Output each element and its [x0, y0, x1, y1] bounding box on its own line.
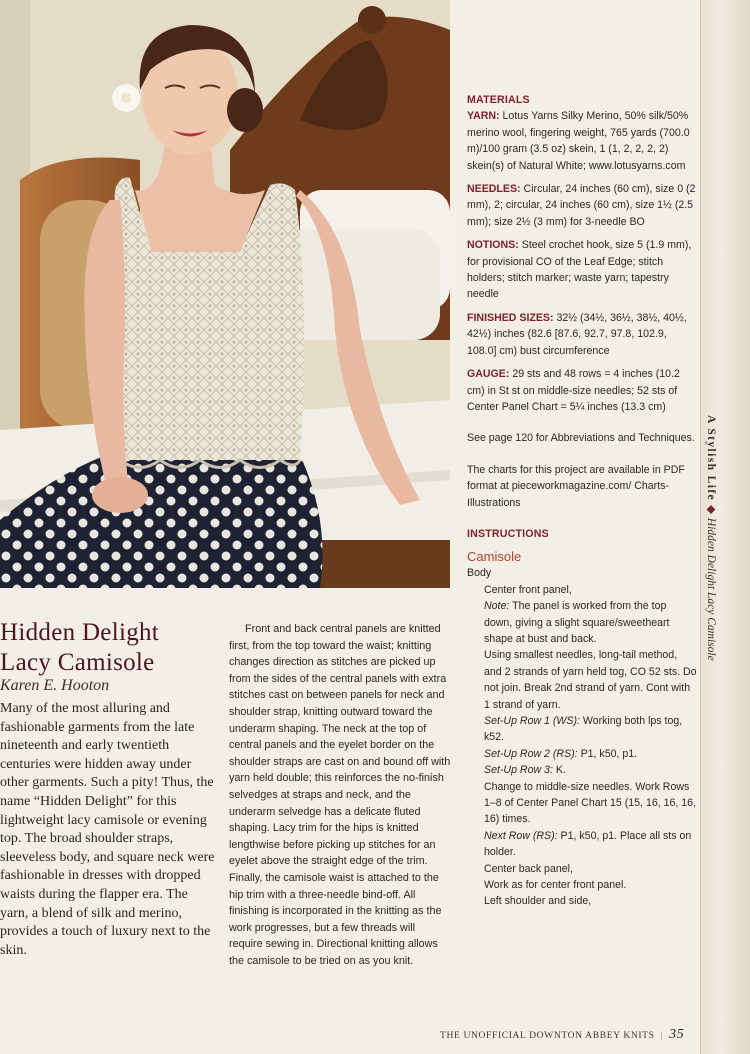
title-line-2: Lacy Camisole [0, 649, 155, 676]
camisole-subheading: Camisole [467, 549, 522, 565]
center-front-label: Center front panel, [484, 583, 572, 596]
yarn-text: Lotus Yarns Silky Merino, 50% silk/50% merino wool, fingering weight, 765 yards (700.0 m)/100 gram (3.5 oz) skein, 1 (1, 2, 2, 2, 2) skein(s) of Natural White; www.lotusyarns.com [467, 110, 690, 172]
chart-paragraph: Change to middle-size needles. Work Rows 1–8 of Center Panel Chart 15 (15, 16, 16, 16, 16) times. [484, 780, 697, 826]
next-row-label: Next Row (RS): [484, 829, 558, 842]
setup-row-3 [467, 762, 697, 778]
article-title [0, 618, 215, 678]
body-label: Body [467, 567, 492, 580]
note-text: The panel is worked from the top down, giving a slight square/sweetheart shape at bust and back. [484, 600, 670, 645]
setup-row-2 [467, 746, 697, 762]
project-name-vertical: Hidden Delight Lacy Camisole [705, 517, 717, 661]
gauge-label: GAUGE: [467, 368, 510, 381]
materials-heading: MATERIALS [467, 94, 530, 106]
page-number: 35 [669, 1027, 685, 1042]
next-row-text: P1, k50, p1. Place all sts on holder. [484, 829, 692, 859]
note-label: Note: [484, 600, 510, 613]
publication-name: THE UNOFFICIAL DOWNTON ABBEY KNITS [440, 1030, 655, 1041]
footer-divider: | [660, 1030, 664, 1041]
section-name: A Stylish Life [705, 415, 717, 502]
setup-row-1-text: Working both lps tog, k52. [484, 715, 683, 744]
diamond-icon: ◆ [705, 505, 717, 514]
page-footer [440, 1027, 685, 1043]
photo-illustration [0, 0, 450, 588]
needles-entry [467, 181, 697, 230]
yarn-label: YARN: [467, 110, 500, 123]
model-photo [0, 0, 450, 588]
sizes-entry [467, 310, 697, 359]
setup-row-3-text: K. [555, 764, 566, 777]
intro-text: Many of the most alluring and fashionable garments from the late nineteenth and early twentieth centuries were hidden away under other garments. Such a pity! Thus, the name “Hidden Delight” for this lightweight lacy camisole or evening top. The broad shoulder straps, sleeveless body, and square neck were fashionable in dresses with dropped waists during the flapper era. The yarn, a blend of silk and merino, provides a touch of luxury next to the skin. [0, 701, 215, 958]
sizes-label: FINISHED SIZES: [467, 311, 554, 324]
setup-row-2-label: Set-Up Row 2 (RS): [484, 747, 578, 760]
setup-row-2-text: P1, k50, p1. [580, 747, 638, 760]
gauge-entry [467, 366, 697, 415]
materials-column [467, 92, 697, 910]
setup-row-1 [467, 713, 697, 746]
needles-label: NEEDLES: [467, 183, 521, 196]
title-line-1: Hidden Delight [0, 619, 160, 646]
notions-entry [467, 237, 697, 303]
setup-row-1-label: Set-Up Row 1 (WS): [484, 715, 580, 727]
body-paragraph: Front and back central panels are knitted first, from the top toward the waist; knitting changes direction as stitches are picked up from the sides of the central panels with extra stitches cast on between panels for neck and shoulder strap, knitting outward toward the underarm shaping. The neck at the top of central panels and the eyelet border on the shoulder straps are cast on and bound off with yarn held double; this reinforces the no-finish selvedges at straps and neck, and the underarm selvedge has a delicate fluted shaping. Lacy trim for the hips is knitted lengthwise before picking up stitches for an eyelet above the straight edge of the trim. Finally, the camisole waist is attached to the hip trim with a three-needle bind-off. All finishing is incorporated in the knitting as the work progresses, but a few threads will require sewing in. Directional knitting allows the camisole to be tried on as you knit. [229, 623, 451, 967]
body-column [229, 621, 451, 969]
notions-label: NOTIONS: [467, 239, 519, 252]
left-shoulder-label: Left shoulder and side, [484, 895, 592, 908]
note-paragraph [467, 598, 697, 647]
cast-on-paragraph: Using smallest needles, long-tail method, and 2 strands of yarn held tog, CO 52 sts. Do not join. Break 2nd strand of yarn. Cont with 1 strand of yarn. [484, 649, 697, 711]
author-byline: Karen E. Hooton [0, 677, 110, 694]
instructions-heading: INSTRUCTIONS [467, 527, 549, 540]
intro-paragraph [0, 700, 215, 960]
center-back-label: Center back panel, [484, 862, 573, 875]
work-as-text: Work as for center front panel. [484, 879, 627, 892]
needles-text: Circular, 24 inches (60 cm), size 0 (2 mm), 2; circular, 24 inches (60 cm), size 1½ (2.5 mm); size 2½ (3 mm) for 3-needle BO [467, 183, 696, 228]
setup-row-3-label: Set-Up Row 3: [484, 764, 553, 777]
gauge-text: 29 sts and 48 rows = 4 inches (10.2 cm) in St st on middle-size needles; 52 sts of Center Panel Chart = 5¼ inches (13.3 cm) [467, 368, 680, 413]
charts-note: The charts for this project are available in PDF format at pieceworkmagazine.com/ Charts-Illustrations [467, 463, 685, 509]
section-side-label [707, 415, 727, 685]
yarn-entry [467, 108, 697, 174]
next-row [467, 828, 697, 861]
sizes-text: 32½ (34½, 36½, 38½, 40½, 42½) inches (82.6 [87.6, 92.7, 97.8, 102.9, 108.0] cm) bust circumference [467, 311, 687, 357]
notions-text: Steel crochet hook, size 5 (1.9 mm), for provisional CO of the Leaf Edge; stitch holders; stitch marker; waste yarn; tapestry needle [467, 239, 692, 301]
abbreviations-note: See page 120 for Abbreviations and Techniques. [467, 432, 695, 445]
